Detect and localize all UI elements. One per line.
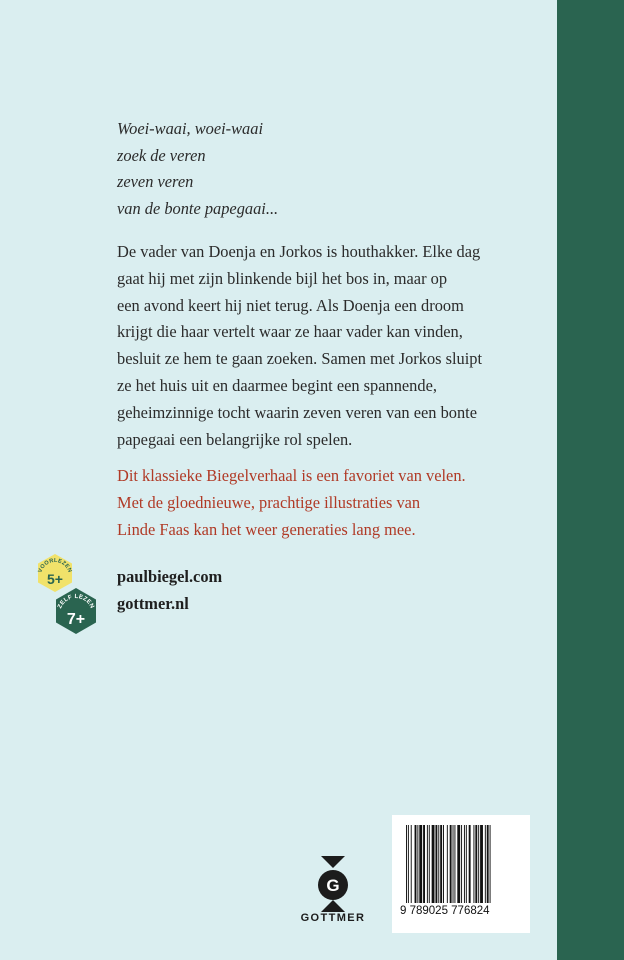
promo-line: Met de gloednieuwe, prachtige illustraties van bbox=[117, 492, 421, 512]
poem-line: zoek de veren bbox=[117, 145, 206, 165]
author-website-link[interactable]: paulbiegel.com bbox=[117, 567, 223, 586]
barcode-bar bbox=[417, 825, 418, 903]
barcode-bar bbox=[423, 825, 425, 903]
barcode-bar bbox=[438, 825, 439, 903]
logo-letter: G bbox=[326, 876, 340, 895]
barcode-bar bbox=[461, 825, 462, 903]
self-read-age-badge bbox=[54, 587, 98, 635]
barcode-bar bbox=[475, 825, 477, 903]
blurb-line: besluit ze hem te gaan zoeken. Samen met Jorkos sluipt bbox=[117, 349, 483, 369]
barcode-bar bbox=[419, 825, 422, 903]
barcode-bar bbox=[457, 825, 460, 903]
blurb-line: papegaai een belangrijke rol spelen. bbox=[117, 429, 353, 449]
blurb-line: geheimzinnige tocht waarin zeven veren van een bonte bbox=[117, 402, 477, 422]
read-aloud-label: VOORLEZEN bbox=[37, 557, 73, 574]
publisher-name: GOTTMER bbox=[300, 912, 366, 924]
barcode-bar bbox=[406, 825, 407, 903]
barcode-bar bbox=[429, 825, 430, 903]
barcode-bar bbox=[466, 825, 467, 903]
barcode-bar bbox=[478, 825, 479, 903]
publisher-website-link[interactable]: gottmer.nl bbox=[117, 594, 189, 613]
barcode-bar bbox=[415, 825, 417, 903]
promo-line: Linde Faas kan het weer generaties lang mee. bbox=[117, 519, 416, 539]
barcode-bar bbox=[447, 825, 448, 903]
barcode-bar bbox=[487, 825, 489, 903]
barcode-bar bbox=[443, 825, 444, 903]
barcode-bar bbox=[411, 825, 412, 903]
promo-paragraph bbox=[117, 463, 466, 543]
read-aloud-age: 5+ bbox=[47, 571, 63, 587]
blurb-line: een avond keert hij niet terug. Als Doenja een droom bbox=[117, 295, 464, 315]
barcode-bar bbox=[440, 825, 442, 903]
poem bbox=[117, 116, 278, 223]
blurb-line: ze het huis uit en daarmee begint een spannende, bbox=[117, 375, 437, 395]
barcode-bar bbox=[450, 825, 452, 903]
blurb-line: De vader van Doenja en Jorkos is houthakker. Elke dag bbox=[117, 242, 481, 261]
blurb-line: gaat hij met zijn blinkende bijl het bos in, maar op bbox=[117, 268, 448, 288]
isbn-number: 9 789025 776824 bbox=[400, 905, 490, 917]
barcode-bar bbox=[435, 825, 437, 903]
spine-stripe bbox=[557, 0, 624, 960]
barcode-bar bbox=[490, 825, 491, 903]
barcode-bar bbox=[473, 825, 474, 903]
poem-line: zeven veren bbox=[117, 172, 194, 192]
promo-line: Dit klassieke Biegelverhaal is een favoriet van velen. bbox=[117, 466, 466, 485]
barcode-bars bbox=[406, 825, 516, 903]
blurb-line: krijgt die haar vertelt waar ze haar vader kan vinden, bbox=[117, 322, 463, 342]
gottmer-logo-icon bbox=[283, 852, 383, 912]
website-links bbox=[117, 563, 222, 617]
poem-line: van de bonte papegaai... bbox=[117, 199, 279, 219]
isbn-barcode bbox=[392, 815, 530, 933]
poem-line: Woei-waai, woei-waai bbox=[117, 119, 263, 138]
barcode-bar bbox=[432, 825, 435, 903]
barcode-bar bbox=[464, 825, 465, 903]
barcode-bar bbox=[427, 825, 428, 903]
barcode-bar bbox=[469, 825, 471, 903]
blurb-paragraph bbox=[117, 239, 482, 453]
barcode-bar bbox=[408, 825, 409, 903]
barcode-bar bbox=[480, 825, 483, 903]
self-read-age: 7+ bbox=[66, 611, 86, 628]
barcode-bar bbox=[485, 825, 486, 903]
self-read-label: ZELF LEZEN bbox=[57, 593, 95, 610]
barcode-bar bbox=[453, 825, 454, 903]
publisher-logo bbox=[283, 852, 387, 930]
barcode-bar bbox=[454, 825, 455, 903]
